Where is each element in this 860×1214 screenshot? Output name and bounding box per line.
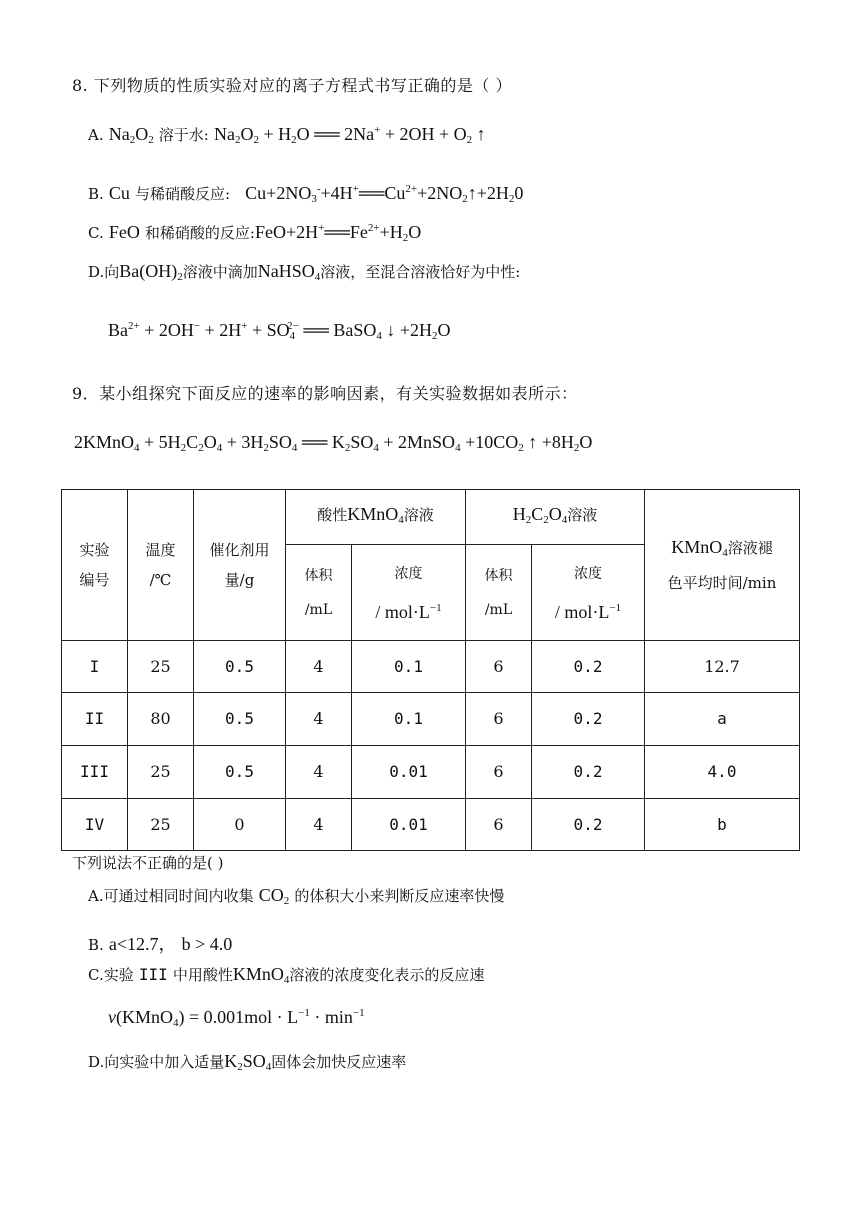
q9-option-b [88, 930, 232, 956]
option-text: 与稀硝酸反应: [135, 185, 231, 203]
q8-stem: 8. 下列物质的性质实验对应的离子方程式书写正确的是（ ） [72, 76, 512, 95]
cell: 6 [466, 693, 532, 746]
cell: I [62, 641, 128, 693]
header-text: 浓度 [574, 565, 602, 582]
header-text: 浓度 [394, 565, 423, 582]
cell: 0.1 [352, 693, 466, 746]
cell: 4 [286, 641, 352, 693]
option-label: A. [88, 887, 104, 905]
table-row [62, 799, 800, 851]
cell: b [645, 799, 800, 851]
header-text: 编号 [79, 571, 110, 589]
cell: 80 [128, 693, 194, 746]
formula: $H_2C_2O_4$ [512, 504, 568, 526]
inequality: b > 4.0 [181, 934, 233, 954]
header-text: 色平均时间/min [667, 574, 777, 592]
unit: / $mol\cdot L^{-1}$ [554, 601, 622, 622]
option-text: a<12.7， [108, 934, 177, 954]
q9-option-c [88, 964, 484, 986]
table-row [62, 746, 800, 799]
option-text: 和稀硝酸的反应: [144, 224, 255, 242]
formula: KMnO$_4$ [671, 537, 728, 559]
header-h2c2o4-group [466, 490, 645, 545]
q8-option-d-equation: $Ba^{2+} + 2OH^- + 2H^+ + SO_4^{2-}$ ══ BaSO$_4$ ↓ $+2H_2O$ [108, 320, 451, 342]
unit: / $mol\cdot L^{-1}$ [375, 601, 442, 622]
header-text: /mL [484, 601, 513, 618]
cell: 4 [286, 799, 352, 851]
formula: $K_2SO_4$ [224, 1051, 272, 1073]
q9-option-d [88, 1051, 406, 1073]
header-kmno4-group [286, 490, 466, 545]
cell: 12.7 [645, 641, 800, 693]
cell: 0.2 [532, 693, 645, 746]
cell: 6 [466, 746, 532, 799]
q9-reaction-equation: 2KMnO$_4$ + $5H_2C_2O_4 + 3H_2SO_4$ ══ $K_2SO_4$ + 2MnSO$_4$ $+10CO_2$ ↑ $+8H_2O$ [74, 432, 593, 454]
header-text: 量/g [224, 571, 255, 589]
option-label: C. [88, 224, 104, 242]
cell: 0 [194, 799, 286, 851]
header-text: 温度 [145, 541, 176, 559]
option-label: D. [88, 1053, 105, 1071]
option-text: 溶液中滴加 [182, 263, 258, 281]
q8-option-b [88, 183, 523, 205]
option-text: 向 [104, 263, 120, 281]
header-text: 溶液 [567, 506, 598, 524]
option-text: 实验 [103, 966, 134, 984]
option-text: 溶液，至混合溶液恰好为中性: [320, 263, 521, 281]
experiment-table [61, 489, 800, 851]
cell: 25 [128, 641, 194, 693]
formula: KMnO$_4$ [232, 964, 290, 986]
header-text: 溶液褪 [727, 539, 773, 557]
cell: 0.5 [194, 693, 286, 746]
cell: a [645, 693, 800, 746]
option-label: B. [88, 185, 104, 203]
header-temperature [128, 490, 194, 641]
option-label: A. [88, 126, 104, 144]
cell: 0.2 [532, 641, 645, 693]
formula: $CO_2$ [258, 885, 290, 907]
option-label: C. [88, 966, 104, 984]
cell: II [62, 693, 128, 746]
q8-option-c [88, 222, 421, 244]
header-text: /mL [304, 601, 333, 618]
option-text: 中用酸性 [172, 966, 233, 984]
cell: 4 [286, 746, 352, 799]
header-text: /℃ [149, 571, 172, 589]
q9-option-a [88, 885, 504, 907]
option-text: 溶液的浓度变化表示的反应速 [289, 966, 485, 984]
option-text: 向实验中加入适量 [104, 1053, 225, 1071]
cell: 25 [128, 799, 194, 851]
option-label: B. [88, 936, 104, 954]
q8-option-a [88, 124, 486, 146]
cell: 0.2 [532, 799, 645, 851]
q9-option-c-rate: v(KMnO$_4$) = $0.001mol \cdot L^{-1} \cdot \min^{-1}$ [108, 1007, 365, 1029]
cell: 25 [128, 746, 194, 799]
header-text: 酸性 [317, 506, 348, 524]
q8-option-d [88, 261, 520, 283]
option-text: 溶于水: [158, 126, 209, 144]
header-exp-id [62, 490, 128, 641]
option-label: D. [88, 263, 105, 281]
header-text: 催化剂用 [209, 541, 270, 559]
table-row [62, 641, 800, 693]
header-concentration-1 [352, 545, 466, 641]
header-concentration-2 [532, 545, 645, 641]
equation: $Na_2O_2 + H_2O$ ══ $2Na^+ + 2OH + O_2$ ↑ [213, 124, 486, 146]
cell: 0.1 [352, 641, 466, 693]
header-text: 体积 [304, 567, 333, 584]
cell: 0.01 [352, 746, 466, 799]
formula: $Na_2O_2$ [108, 124, 154, 146]
equation: $Cu+2NO_3^-+4H^+══Cu^{2+}+2NO_2↑+2H_20$ [245, 183, 524, 205]
option-text: 可通过相同时间内收集 [103, 887, 254, 905]
q9-stem: 9．某小组探究下面反应的速率的影响因素，有关实验数据如表所示： [72, 384, 578, 403]
header-catalyst [194, 490, 286, 641]
cell: 4.0 [645, 746, 800, 799]
option-text: III [138, 965, 168, 984]
q9-sub-stem: 下列说法不正确的是( ) [72, 854, 224, 872]
header-text: 溶液 [403, 506, 434, 524]
cell: IV [62, 799, 128, 851]
header-text: 实验 [79, 541, 110, 559]
option-text: 固体会加快反应速率 [271, 1053, 407, 1071]
formula: Cu [108, 183, 130, 203]
equation: $FeO+2H^+══Fe^{2+}+H_2O$ [254, 222, 422, 244]
header-volume-1 [286, 545, 352, 641]
cell: 6 [466, 799, 532, 851]
formula: $Ba(OH)_2$ [119, 261, 183, 283]
formula: KMnO$_4$ [347, 504, 404, 526]
header-text: 体积 [484, 567, 513, 584]
option-text: 的体积大小来判断反应速率快慢 [294, 887, 505, 905]
formula: NaHSO$_4$ [257, 261, 321, 283]
cell: 4 [286, 693, 352, 746]
cell: 0.01 [352, 799, 466, 851]
header-fade-time [645, 490, 800, 641]
table-row [62, 693, 800, 746]
cell: 6 [466, 641, 532, 693]
cell: 0.5 [194, 641, 286, 693]
header-volume-2 [466, 545, 532, 641]
cell: 0.2 [532, 746, 645, 799]
formula: FeO [108, 222, 140, 242]
cell: III [62, 746, 128, 799]
cell: 0.5 [194, 746, 286, 799]
